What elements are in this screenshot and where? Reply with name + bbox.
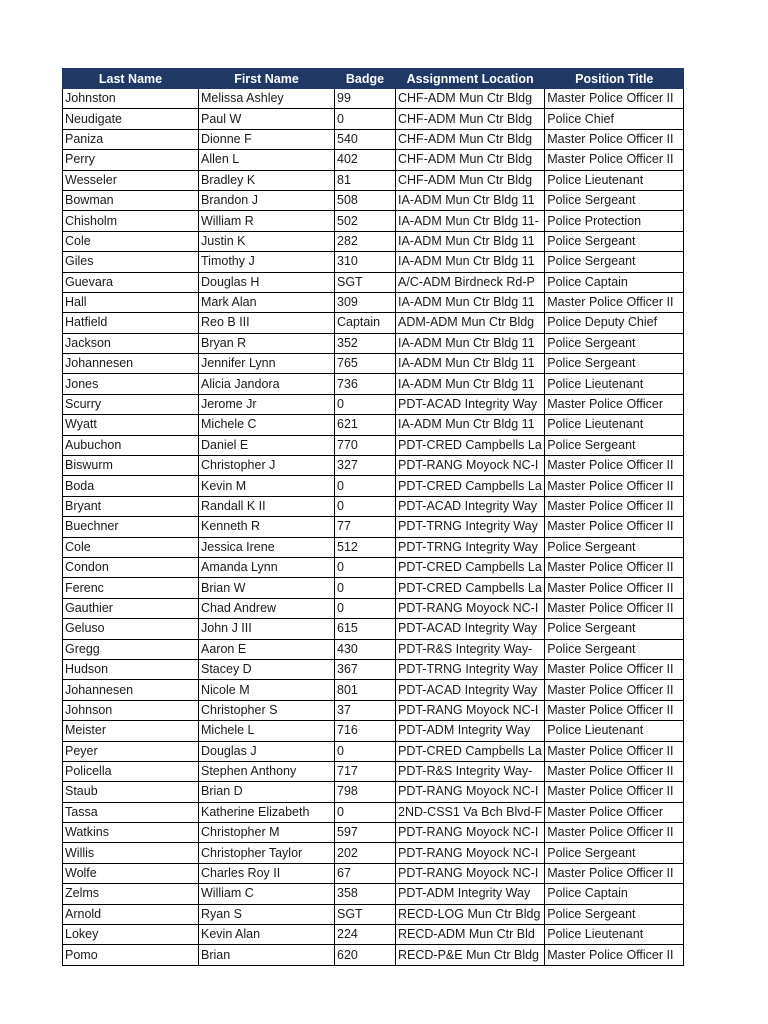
badge-cell[interactable]: 801 [335,680,396,700]
first-name-cell[interactable]: Brian [199,945,335,965]
header-badge[interactable]: Badge [335,69,396,89]
first-name-cell[interactable]: Douglas H [199,272,335,292]
position-title-cell[interactable]: Master Police Officer II [545,456,684,476]
table-row [63,884,684,904]
table-row [63,761,684,781]
badge-cell[interactable]: 0 [335,557,396,577]
assignment-location-cell[interactable]: IA-ADM Mun Ctr Bldg 11 [396,415,545,435]
first-name-cell[interactable]: Mark Alan [199,292,335,312]
last-name-cell[interactable]: Johnston [63,89,199,109]
position-title-cell[interactable]: Master Police Officer [545,802,684,822]
table-row [63,863,684,883]
position-title-cell[interactable]: Master Police Officer II [545,761,684,781]
position-title-cell[interactable]: Police Protection [545,211,684,231]
badge-cell[interactable]: 310 [335,252,396,272]
roster-table [62,68,684,966]
table-row [63,374,684,394]
table-row [63,578,684,598]
table-row [63,659,684,679]
position-title-cell[interactable]: Police Lieutenant [545,721,684,741]
first-name-cell[interactable]: Nicole M [199,680,335,700]
position-title-cell[interactable]: Police Sergeant [545,435,684,455]
table-row [63,557,684,577]
assignment-location-cell[interactable]: IA-ADM Mun Ctr Bldg 11 [396,252,545,272]
assignment-location-cell[interactable]: PDT-ACAD Integrity Way [396,394,545,414]
first-name-cell[interactable]: Bryan R [199,333,335,353]
last-name-cell[interactable]: Policella [63,761,199,781]
last-name-cell[interactable]: Buechner [63,517,199,537]
last-name-cell[interactable]: Jones [63,374,199,394]
badge-cell[interactable]: 99 [335,89,396,109]
assignment-location-cell[interactable]: PDT-RANG Moyock NC-I [396,863,545,883]
position-title-cell[interactable]: Police Captain [545,272,684,292]
table-row [63,680,684,700]
position-title-cell[interactable]: Master Police Officer II [545,823,684,843]
table-row [63,415,684,435]
first-name-cell[interactable]: Charles Roy II [199,863,335,883]
header-position-title[interactable]: Position Title [545,69,684,89]
first-name-cell[interactable]: Melissa Ashley [199,89,335,109]
table-row [63,639,684,659]
table-row [63,598,684,618]
badge-cell[interactable]: 615 [335,619,396,639]
first-name-cell[interactable]: Brian D [199,782,335,802]
assignment-location-cell[interactable]: PDT-TRNG Integrity Way [396,517,545,537]
assignment-location-cell[interactable]: RECD-ADM Mun Ctr Bld [396,925,545,945]
position-title-cell[interactable]: Master Police Officer II [545,598,684,618]
first-name-cell[interactable]: Christopher S [199,700,335,720]
last-name-cell[interactable]: Scurry [63,394,199,414]
badge-cell[interactable]: 508 [335,190,396,210]
last-name-cell[interactable]: Cole [63,537,199,557]
table-row [63,700,684,720]
position-title-cell[interactable]: Master Police Officer II [545,659,684,679]
last-name-cell[interactable]: Hall [63,292,199,312]
badge-cell[interactable]: 358 [335,884,396,904]
position-title-cell[interactable]: Master Police Officer II [545,517,684,537]
first-name-cell[interactable]: William C [199,884,335,904]
position-title-cell[interactable]: Police Captain [545,884,684,904]
assignment-location-cell[interactable]: IA-ADM Mun Ctr Bldg 11 [396,374,545,394]
position-title-cell[interactable]: Police Lieutenant [545,170,684,190]
assignment-location-cell[interactable]: RECD-LOG Mun Ctr Bldg [396,904,545,924]
position-title-cell[interactable]: Police Sergeant [545,333,684,353]
table-row [63,925,684,945]
badge-cell[interactable]: SGT [335,904,396,924]
last-name-cell[interactable]: Gauthier [63,598,199,618]
first-name-cell[interactable]: John J III [199,619,335,639]
first-name-cell[interactable]: Reo B III [199,313,335,333]
last-name-cell[interactable]: Arnold [63,904,199,924]
badge-cell[interactable]: 0 [335,394,396,414]
badge-cell[interactable]: 765 [335,354,396,374]
assignment-location-cell[interactable]: PDT-ADM Integrity Way [396,721,545,741]
first-name-cell[interactable]: Jessica Irene [199,537,335,557]
position-title-cell[interactable]: Master Police Officer II [545,89,684,109]
last-name-cell[interactable]: Wolfe [63,863,199,883]
badge-cell[interactable]: 512 [335,537,396,557]
assignment-location-cell[interactable]: IA-ADM Mun Ctr Bldg 11 [396,231,545,251]
badge-cell[interactable]: 77 [335,517,396,537]
badge-cell[interactable]: 430 [335,639,396,659]
table-row [63,721,684,741]
assignment-location-cell[interactable]: PDT-R&S Integrity Way- [396,639,545,659]
position-title-cell[interactable]: Police Sergeant [545,639,684,659]
last-name-cell[interactable]: Chisholm [63,211,199,231]
assignment-location-cell[interactable]: PDT-R&S Integrity Way- [396,761,545,781]
table-row [63,476,684,496]
table-row [63,823,684,843]
assignment-location-cell[interactable]: PDT-CRED Campbells La [396,578,545,598]
last-name-cell[interactable]: Peyer [63,741,199,761]
assignment-location-cell[interactable]: PDT-RANG Moyock NC-I [396,456,545,476]
last-name-cell[interactable]: Aubuchon [63,435,199,455]
table-row [63,354,684,374]
last-name-cell[interactable]: Tassa [63,802,199,822]
assignment-location-cell[interactable]: CHF-ADM Mun Ctr Bldg [396,109,545,129]
position-title-cell[interactable]: Police Chief [545,109,684,129]
assignment-location-cell[interactable]: PDT-ACAD Integrity Way [396,680,545,700]
assignment-location-cell[interactable]: CHF-ADM Mun Ctr Bldg [396,129,545,149]
last-name-cell[interactable]: Bowman [63,190,199,210]
last-name-cell[interactable]: Ferenc [63,578,199,598]
assignment-location-cell[interactable]: PDT-RANG Moyock NC-I [396,598,545,618]
last-name-cell[interactable]: Meister [63,721,199,741]
header-assignment-location[interactable]: Assignment Location [396,69,545,89]
assignment-location-cell[interactable]: CHF-ADM Mun Ctr Bldg [396,150,545,170]
badge-cell[interactable]: 620 [335,945,396,965]
position-title-cell[interactable]: Police Deputy Chief [545,313,684,333]
badge-cell[interactable]: SGT [335,272,396,292]
badge-cell[interactable]: 0 [335,802,396,822]
badge-cell[interactable]: 597 [335,823,396,843]
position-title-cell[interactable]: Master Police Officer II [545,129,684,149]
table-row [63,843,684,863]
position-title-cell[interactable]: Master Police Officer II [545,496,684,516]
position-title-cell[interactable]: Police Lieutenant [545,374,684,394]
assignment-location-cell[interactable]: IA-ADM Mun Ctr Bldg 11- [396,211,545,231]
table-row [63,313,684,333]
first-name-cell[interactable]: Randall K II [199,496,335,516]
last-name-cell[interactable]: Guevara [63,272,199,292]
assignment-location-cell[interactable]: IA-ADM Mun Ctr Bldg 11 [396,354,545,374]
last-name-cell[interactable]: Perry [63,150,199,170]
last-name-cell[interactable]: Cole [63,231,199,251]
last-name-cell[interactable]: Giles [63,252,199,272]
badge-cell[interactable]: 621 [335,415,396,435]
first-name-cell[interactable]: Douglas J [199,741,335,761]
assignment-location-cell[interactable]: PDT-RANG Moyock NC-I [396,782,545,802]
table-row [63,904,684,924]
position-title-cell[interactable]: Master Police Officer II [545,292,684,312]
badge-cell[interactable]: 202 [335,843,396,863]
table-row [63,435,684,455]
position-title-cell[interactable]: Master Police Officer II [545,150,684,170]
first-name-cell[interactable]: Timothy J [199,252,335,272]
table-row [63,537,684,557]
assignment-location-cell[interactable]: CHF-ADM Mun Ctr Bldg [396,89,545,109]
position-title-cell[interactable]: Police Sergeant [545,231,684,251]
assignment-location-cell[interactable]: IA-ADM Mun Ctr Bldg 11 [396,190,545,210]
badge-cell[interactable]: 0 [335,109,396,129]
table-row [63,456,684,476]
last-name-cell[interactable]: Neudigate [63,109,199,129]
last-name-cell[interactable]: Gregg [63,639,199,659]
table-row [63,150,684,170]
first-name-cell[interactable]: Stephen Anthony [199,761,335,781]
badge-cell[interactable]: 716 [335,721,396,741]
first-name-cell[interactable]: Alicia Jandora [199,374,335,394]
badge-cell[interactable]: 67 [335,863,396,883]
position-title-cell[interactable]: Police Sergeant [545,252,684,272]
badge-cell[interactable]: 352 [335,333,396,353]
first-name-cell[interactable]: Brian W [199,578,335,598]
position-title-cell[interactable]: Master Police Officer II [545,863,684,883]
position-title-cell[interactable]: Master Police Officer II [545,945,684,965]
assignment-location-cell[interactable]: PDT-RANG Moyock NC-I [396,823,545,843]
last-name-cell[interactable]: Condon [63,557,199,577]
table-row [63,802,684,822]
first-name-cell[interactable]: Jennifer Lynn [199,354,335,374]
badge-cell[interactable]: 0 [335,741,396,761]
position-title-cell[interactable]: Police Lieutenant [545,925,684,945]
first-name-cell[interactable]: Brandon J [199,190,335,210]
header-first-name[interactable]: First Name [199,69,335,89]
badge-cell[interactable]: 282 [335,231,396,251]
first-name-cell[interactable]: Christopher Taylor [199,843,335,863]
table-row [63,517,684,537]
badge-cell[interactable]: 37 [335,700,396,720]
badge-cell[interactable]: 367 [335,659,396,679]
assignment-location-cell[interactable]: PDT-CRED Campbells La [396,741,545,761]
position-title-cell[interactable]: Police Sergeant [545,843,684,863]
position-title-cell[interactable]: Police Sergeant [545,190,684,210]
table-row [63,394,684,414]
assignment-location-cell[interactable]: PDT-ACAD Integrity Way [396,496,545,516]
badge-cell[interactable]: 0 [335,578,396,598]
badge-cell[interactable]: 0 [335,476,396,496]
assignment-location-cell[interactable]: A/C-ADM Birdneck Rd-P [396,272,545,292]
assignment-location-cell[interactable]: PDT-ACAD Integrity Way [396,619,545,639]
first-name-cell[interactable]: Ryan S [199,904,335,924]
first-name-cell[interactable]: Amanda Lynn [199,557,335,577]
badge-cell[interactable]: 540 [335,129,396,149]
assignment-location-cell[interactable]: PDT-ADM Integrity Way [396,884,545,904]
last-name-cell[interactable]: Hudson [63,659,199,679]
table-row [63,496,684,516]
table-row [63,741,684,761]
last-name-cell[interactable]: Pomo [63,945,199,965]
first-name-cell[interactable]: Jerome Jr [199,394,335,414]
first-name-cell[interactable]: Paul W [199,109,335,129]
first-name-cell[interactable]: Daniel E [199,435,335,455]
badge-cell[interactable]: 402 [335,150,396,170]
assignment-location-cell[interactable]: PDT-CRED Campbells La [396,435,545,455]
assignment-location-cell[interactable]: 2ND-CSS1 Va Bch Blvd-F [396,802,545,822]
last-name-cell[interactable]: Lokey [63,925,199,945]
assignment-location-cell[interactable]: PDT-RANG Moyock NC-I [396,700,545,720]
assignment-location-cell[interactable]: RECD-P&E Mun Ctr Bldg [396,945,545,965]
table-row [63,619,684,639]
table-row [63,252,684,272]
position-title-cell[interactable]: Master Police Officer II [545,741,684,761]
table-row [63,292,684,312]
first-name-cell[interactable]: Aaron E [199,639,335,659]
badge-cell[interactable]: 309 [335,292,396,312]
table-row [63,945,684,965]
first-name-cell[interactable]: Kenneth R [199,517,335,537]
last-name-cell[interactable]: Biswurm [63,456,199,476]
assignment-location-cell[interactable]: PDT-CRED Campbells La [396,476,545,496]
first-name-cell[interactable]: Kevin Alan [199,925,335,945]
badge-cell[interactable]: 502 [335,211,396,231]
first-name-cell[interactable]: Allen L [199,150,335,170]
position-title-cell[interactable]: Police Sergeant [545,619,684,639]
position-title-cell[interactable]: Master Police Officer II [545,680,684,700]
table-row [63,170,684,190]
last-name-cell[interactable]: Bryant [63,496,199,516]
table-row [63,129,684,149]
last-name-cell[interactable]: Wyatt [63,415,199,435]
last-name-cell[interactable]: Geluso [63,619,199,639]
position-title-cell[interactable]: Police Sergeant [545,904,684,924]
position-title-cell[interactable]: Police Sergeant [545,537,684,557]
last-name-cell[interactable]: Zelms [63,884,199,904]
assignment-location-cell[interactable]: PDT-TRNG Integrity Way [396,537,545,557]
position-title-cell[interactable]: Master Police Officer II [545,476,684,496]
position-title-cell[interactable]: Police Lieutenant [545,415,684,435]
table-row [63,782,684,802]
position-title-cell[interactable]: Master Police Officer II [545,578,684,598]
first-name-cell[interactable]: Chad Andrew [199,598,335,618]
last-name-cell[interactable]: Paniza [63,129,199,149]
assignment-location-cell[interactable]: ADM-ADM Mun Ctr Bldg [396,313,545,333]
assignment-location-cell[interactable]: PDT-RANG Moyock NC-I [396,843,545,863]
assignment-location-cell[interactable]: IA-ADM Mun Ctr Bldg 11 [396,333,545,353]
badge-cell[interactable]: 0 [335,598,396,618]
first-name-cell[interactable]: Bradley K [199,170,335,190]
last-name-cell[interactable]: Jackson [63,333,199,353]
last-name-cell[interactable]: Hatfield [63,313,199,333]
last-name-cell[interactable]: Staub [63,782,199,802]
table-row [63,89,684,109]
badge-cell[interactable]: 717 [335,761,396,781]
last-name-cell[interactable]: Willis [63,843,199,863]
first-name-cell[interactable]: Katherine Elizabeth [199,802,335,822]
badge-cell[interactable]: 0 [335,496,396,516]
first-name-cell[interactable]: Stacey D [199,659,335,679]
badge-cell[interactable]: 770 [335,435,396,455]
badge-cell[interactable]: 81 [335,170,396,190]
position-title-cell[interactable]: Master Police Officer II [545,700,684,720]
first-name-cell[interactable]: Justin K [199,231,335,251]
table-row [63,211,684,231]
first-name-cell[interactable]: Michele C [199,415,335,435]
badge-cell[interactable]: Captain [335,313,396,333]
position-title-cell[interactable]: Master Police Officer II [545,557,684,577]
first-name-cell[interactable]: William R [199,211,335,231]
table-row [63,333,684,353]
assignment-location-cell[interactable]: CHF-ADM Mun Ctr Bldg [396,170,545,190]
badge-cell[interactable]: 224 [335,925,396,945]
table-row [63,231,684,251]
first-name-cell[interactable]: Christopher M [199,823,335,843]
table-row [63,190,684,210]
assignment-location-cell[interactable]: PDT-CRED Campbells La [396,557,545,577]
position-title-cell[interactable]: Master Police Officer [545,394,684,414]
assignment-location-cell[interactable]: IA-ADM Mun Ctr Bldg 11 [396,292,545,312]
last-name-cell[interactable]: Wesseler [63,170,199,190]
position-title-cell[interactable]: Police Sergeant [545,354,684,374]
badge-cell[interactable]: 798 [335,782,396,802]
first-name-cell[interactable]: Michele L [199,721,335,741]
badge-cell[interactable]: 736 [335,374,396,394]
first-name-cell[interactable]: Dionne F [199,129,335,149]
badge-cell[interactable]: 327 [335,456,396,476]
header-last-name[interactable]: Last Name [63,69,199,89]
table-row [63,272,684,292]
last-name-cell[interactable]: Watkins [63,823,199,843]
last-name-cell[interactable]: Johannesen [63,680,199,700]
first-name-cell[interactable]: Christopher J [199,456,335,476]
position-title-cell[interactable]: Master Police Officer II [545,782,684,802]
header-row [63,69,684,89]
last-name-cell[interactable]: Boda [63,476,199,496]
last-name-cell[interactable]: Johannesen [63,354,199,374]
last-name-cell[interactable]: Johnson [63,700,199,720]
table-row [63,109,684,129]
first-name-cell[interactable]: Kevin M [199,476,335,496]
assignment-location-cell[interactable]: PDT-TRNG Integrity Way [396,659,545,679]
